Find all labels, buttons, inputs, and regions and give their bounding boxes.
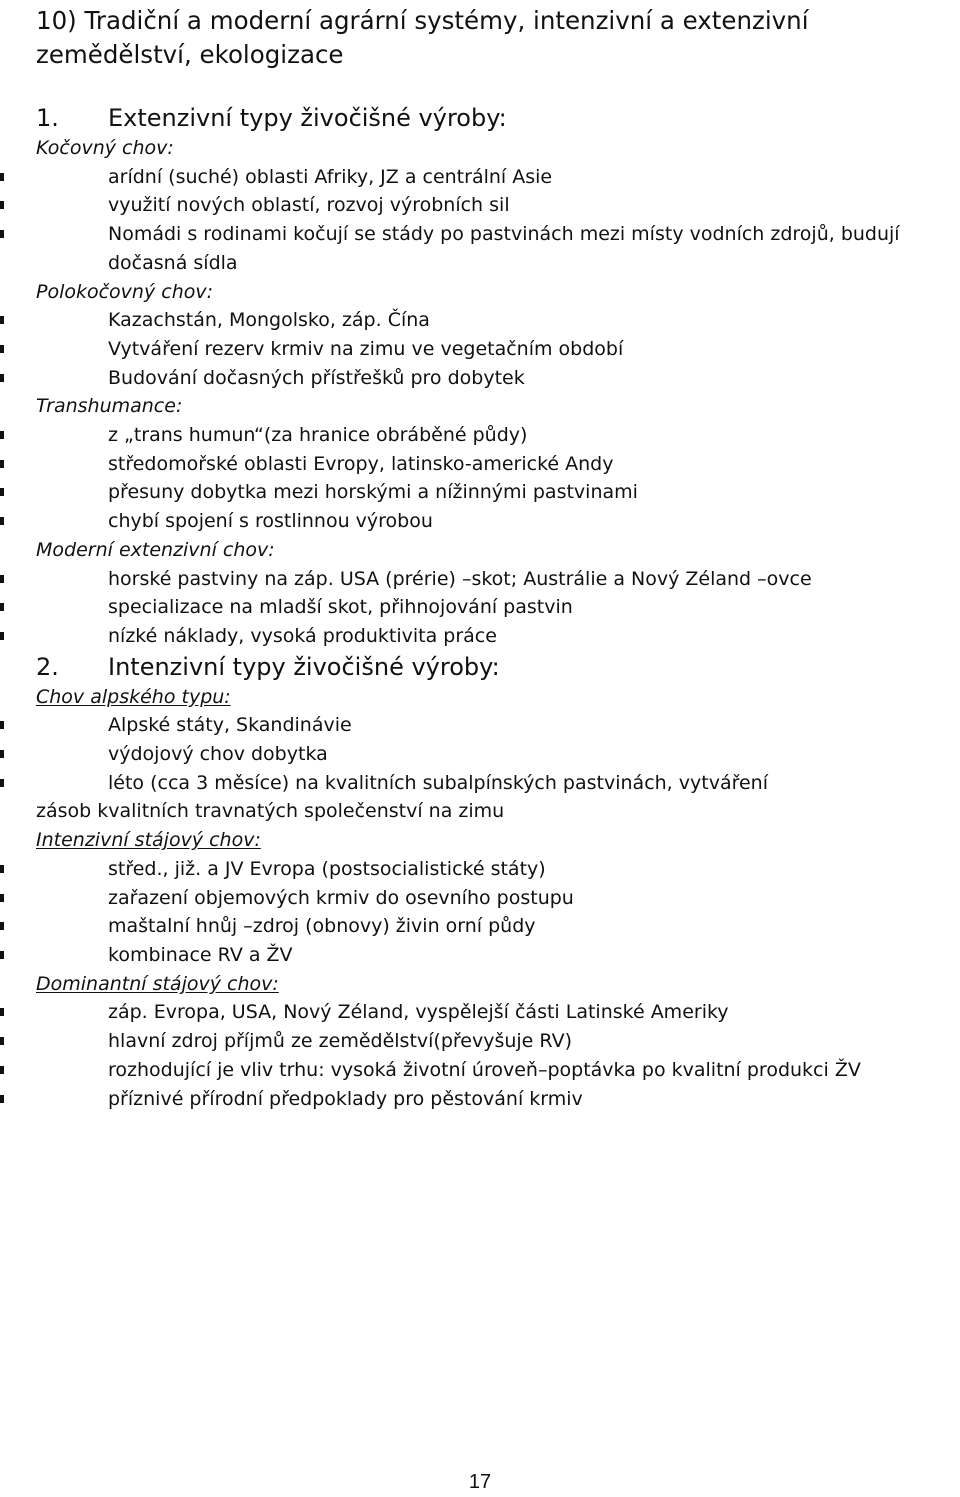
list-item: přesuny dobytka mezi horskými a nížinnými pastvinami [0,478,960,507]
list-item: příznivé přírodní předpoklady pro pěstování krmiv [0,1085,960,1114]
bullet-list [0,565,960,651]
section-number: 2. [36,652,59,681]
list-item: nízké náklady, vysoká produktivita práce [0,622,960,651]
section-heading-1 [0,102,960,134]
page-number: 17 [468,1471,492,1493]
list-item: Nomádi s rodinami kočují se stády po pastvinách mezi místy vodních zdrojů, budují dočasná sídla [0,220,960,277]
section-heading-text: Extenzivní typy živočišné výroby: [108,104,507,132]
list-item: využití nových oblastí, rozvoj výrobních sil [0,191,960,220]
list-item: výdojový chov dobytka [0,740,960,769]
subsection-title-kocovny: Kočovný chov: [36,137,174,159]
list-item: střed., již. a JV Evropa (postsocialistické státy) [0,855,960,884]
list-item: chybí spojení s rostlinnou výrobou [0,507,960,536]
list-item: z „trans humun“(za hranice obráběné půdy) [0,421,960,450]
subsection-title-alpsky: Chov alpského typu: [36,685,231,708]
list-item: hlavní zdroj příjmů ze zemědělství(převyšuje RV) [0,1027,960,1056]
list-item: specializace na mladší skot, přihnojování pastvin [0,593,960,622]
list-item: středomořské oblasti Evropy, latinsko-americké Andy [0,450,960,479]
bullet-list [0,711,960,826]
list-item-continuation: zásob kvalitních travnatých společenství na zimu [36,800,505,823]
list-item: arídní (suché) oblasti Afriky, JZ a centrální Asie [0,163,960,192]
bullet-list [0,855,960,970]
subsection-title-moderni-extenzivni: Moderní extenzivní chov: [36,538,275,561]
list-item: záp. Evropa, USA, Nový Zéland, vyspělejší části Latinské Ameriky [0,998,960,1027]
bullet-list [0,998,960,1113]
section-heading-text: Intenzivní typy živočišné výroby: [108,652,500,681]
subsection-title-polokocovny: Polokočovný chov: [36,280,214,303]
list-item: horské pastviny na záp. USA (prérie) –skot; Austrálie a Nový Zéland –ovce [0,565,960,594]
bullet-list [0,163,960,278]
section-heading-2 [0,651,960,683]
subsection-title-dominantni-stajovy: Dominantní stájový chov: [36,972,279,995]
bullet-list [0,421,960,536]
page-title: 10) Tradiční a moderní agrární systémy, intenzivní a extenzivní zemědělství, ekologizace [36,6,809,69]
bullet-list [0,306,960,392]
list-item: Vytváření rezerv krmiv na zimu ve vegetačním období [0,335,960,364]
list-item: Alpské státy, Skandinávie [0,711,960,740]
list-item: kombinace RV a ŽV [0,941,960,970]
subsection-title-transhumance: Transhumance: [36,395,183,418]
list-item: rozhodující je vliv trhu: vysoká životní úroveň–poptávka po kvalitní produkci ŽV [0,1056,960,1085]
document-body [0,102,960,1113]
list-item: Budování dočasných přístřešků pro dobytek [0,364,960,393]
section-number: 1. [36,104,59,132]
list-item: maštalní hnůj –zdroj (obnovy) živin orní půdy [0,912,960,941]
subsection-title-intenzivni-stajovy: Intenzivní stájový chov: [36,829,261,852]
list-item: léto (cca 3 měsíce) na kvalitních subalpínských pastvinách, vytváření [0,769,960,798]
list-item: Kazachstán, Mongolsko, záp. Čína [0,306,960,335]
list-item: zařazení objemových krmiv do osevního postupu [0,884,960,913]
